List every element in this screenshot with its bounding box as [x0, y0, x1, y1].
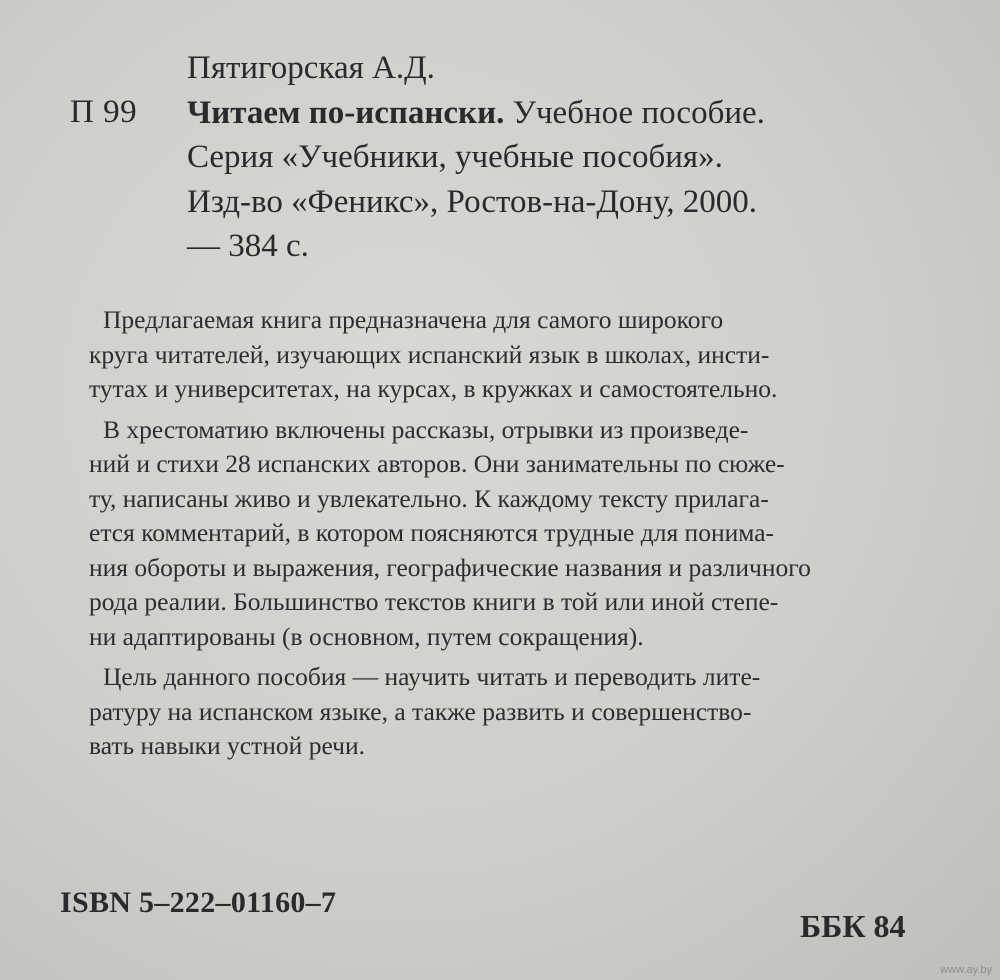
- annotation-text: [89, 303, 939, 764]
- annotation-line: Предлагаемая книга предназначена для самого широкого: [103, 305, 724, 334]
- annotation-line: тутах и университетах, на курсах, в кружках и самостоятельно.: [89, 374, 778, 403]
- bibliographic-record: [187, 46, 947, 269]
- site-watermark: www.ay.by: [940, 964, 992, 976]
- isbn-number: ISBN 5–222–01160–7: [60, 886, 337, 919]
- annotation-line: ний и стихи 28 испанских авторов. Они занимательны по сюже-: [89, 449, 785, 478]
- annotation-line: круга читателей, изучающих испанский язык в школах, инсти-: [89, 339, 770, 369]
- annotation-line: ния обороты и выражения, географические названия и различного: [89, 552, 811, 582]
- annotation-line: рода реалии. Большинство текстов книги в той или иной степе-: [89, 587, 779, 616]
- annotation-line: ратуру на испанском языке, а также развить и совершенство-: [89, 696, 752, 726]
- page-count-line: — 384 с.: [187, 228, 309, 264]
- series-line: Серия «Учебники, учебные пособия».: [187, 139, 723, 175]
- annotation-line: ту, написаны живо и увлекательно. К каждому тексту прилага-: [89, 483, 769, 513]
- book-subtitle: Учебное пособие.: [504, 94, 765, 131]
- annotation-line: ни адаптированы (в основном, путем сокращения).: [89, 621, 644, 651]
- annotation-line: ется комментарий, в котором поясняются трудные для понима-: [89, 518, 775, 547]
- title-line: [187, 91, 947, 136]
- publisher-line: Изд-во «Феникс», Ростов-на-Дону, 2000.: [187, 183, 758, 220]
- bbk-classification: ББК 84: [800, 908, 906, 944]
- book-title: Читаем по-испански.: [187, 94, 505, 131]
- annotation-line: Цель данного пособия — научить читать и переводить лите-: [103, 662, 761, 691]
- classification-mark: П 99: [70, 94, 138, 130]
- author-line: Пятигорская А.Д.: [187, 50, 435, 86]
- annotation-line: В хрестоматию включены рассказы, отрывки из произведе-: [103, 414, 749, 444]
- annotation-line: вать навыки устной речи.: [89, 731, 365, 760]
